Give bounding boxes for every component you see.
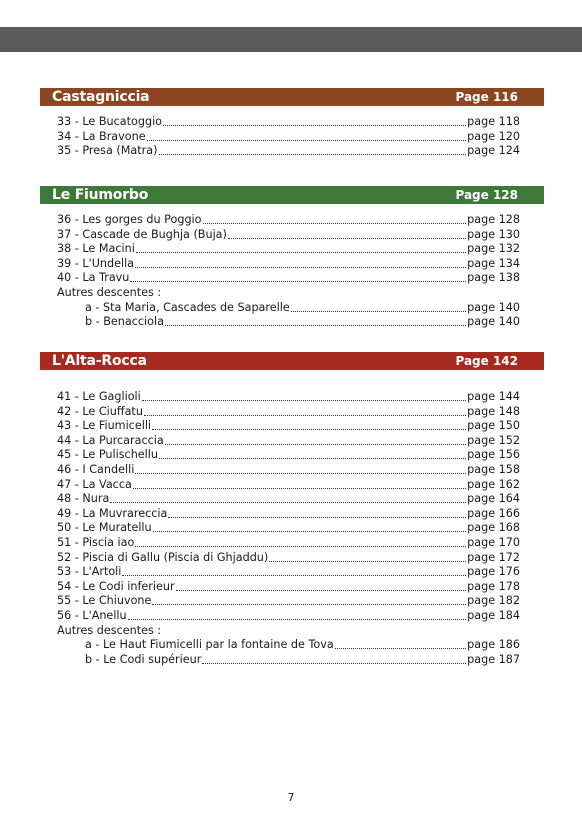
toc-entry[interactable]: 52 - Piscia di Gallu (Piscia di Ghjaddu) page 172 [57, 550, 520, 564]
toc-entry[interactable]: 42 - Le Ciuffatu page 148 [57, 404, 520, 418]
toc-entry[interactable]: 39 - L'Undella page 134 [57, 256, 520, 270]
section-castagniccia [40, 88, 544, 159]
toc-entry[interactable]: 55 - Le Chiuvone page 182 [57, 594, 520, 608]
leader-dots [165, 315, 466, 326]
toc-entry[interactable]: 43 - Le Fiumicelli page 150 [57, 419, 520, 433]
leader-dots [202, 653, 466, 664]
page-number: 7 [287, 791, 295, 804]
leader-dots [159, 144, 467, 155]
toc-sub-entry[interactable]: b - Le Codi supérieur page 187 [85, 652, 520, 666]
leader-dots [153, 521, 467, 532]
leader-dots [228, 228, 466, 239]
section-page: Page 128 [455, 188, 518, 202]
toc-entry[interactable]: 49 - La Muvrareccia page 166 [57, 506, 520, 520]
leader-dots [335, 638, 466, 649]
section-header [40, 352, 544, 370]
section-title: L'Alta-Rocca [52, 353, 147, 369]
leader-dots [163, 115, 466, 126]
toc-entry[interactable]: 38 - Le Macini page 132 [57, 242, 520, 256]
leader-dots [130, 271, 466, 282]
leader-dots [122, 565, 466, 576]
toc-entry[interactable]: 44 - La Purcaraccia page 152 [57, 433, 520, 447]
leader-dots [291, 301, 466, 312]
toc-entry[interactable]: 48 - Nura page 164 [57, 492, 520, 506]
toc-list [40, 390, 544, 667]
toc-entry[interactable]: 50 - Le Muratellu page 168 [57, 521, 520, 535]
leader-dots [165, 434, 466, 445]
leader-dots [142, 390, 466, 401]
toc-sub-entry[interactable]: a - Le Haut Fiumicelli par la fontaine de Tova page 186 [85, 638, 520, 652]
toc-entry[interactable]: 34 - La Bravone page 120 [57, 129, 520, 143]
toc-list [40, 213, 544, 330]
leader-dots [110, 492, 466, 503]
toc-entry[interactable]: 40 - La Travu page 138 [57, 271, 520, 285]
top-bar [0, 27, 582, 52]
autres-descentes-label: Autres descentes : [57, 285, 162, 299]
toc-entry[interactable]: 47 - La Vacca page 162 [57, 477, 520, 491]
section-page: Page 142 [455, 354, 518, 368]
toc-entry[interactable]: 35 - Presa (Matra) page 124 [57, 144, 520, 158]
autres-descentes-label: Autres descentes : [57, 623, 162, 637]
leader-dots [144, 405, 466, 416]
leader-dots [168, 507, 466, 518]
toc-sub-entry[interactable]: b - Benacciola page 140 [85, 315, 520, 329]
toc-sub-entry[interactable]: a - Sta Maria, Cascades de Saparelle page 140 [85, 300, 520, 314]
leader-dots [159, 448, 466, 459]
leader-dots [152, 419, 466, 430]
section-fiumorbo [40, 186, 544, 330]
section-alta-rocca [40, 352, 544, 667]
toc-entry[interactable]: 54 - Le Codi inferieur page 178 [57, 579, 520, 593]
toc-entry[interactable]: 51 - Piscia iao page 170 [57, 535, 520, 549]
leader-dots [128, 609, 467, 620]
section-title: Castagniccia [52, 89, 150, 105]
section-header [40, 186, 544, 204]
leader-dots [203, 213, 467, 224]
leader-dots [136, 242, 466, 253]
leader-dots [133, 478, 466, 489]
section-header [40, 88, 544, 106]
toc-entry[interactable]: 41 - Le Gaglioli page 144 [57, 390, 520, 403]
section-page: Page 116 [455, 90, 518, 104]
leader-dots [147, 130, 467, 141]
toc-entry[interactable]: 56 - L'Anellu page 184 [57, 608, 520, 622]
section-title: Le Fiumorbo [52, 187, 149, 203]
leader-dots [176, 580, 467, 591]
toc-entry[interactable]: 36 - Les gorges du Poggio page 128 [57, 213, 520, 226]
toc-entry[interactable]: 33 - Le Bucatoggio page 118 [57, 115, 520, 128]
toc-entry[interactable]: 46 - I Candelli page 158 [57, 462, 520, 476]
toc-entry[interactable]: 37 - Cascade de Bughja (Buja) page 130 [57, 227, 520, 241]
leader-dots [135, 536, 466, 547]
toc-entry[interactable]: 53 - L'Artoli page 176 [57, 565, 520, 579]
toc-list [40, 115, 544, 159]
leader-dots [269, 551, 466, 562]
leader-dots [152, 594, 466, 605]
leader-dots [135, 257, 466, 268]
leader-dots [135, 463, 466, 474]
toc-entry[interactable]: 45 - Le Pulischellu page 156 [57, 448, 520, 462]
